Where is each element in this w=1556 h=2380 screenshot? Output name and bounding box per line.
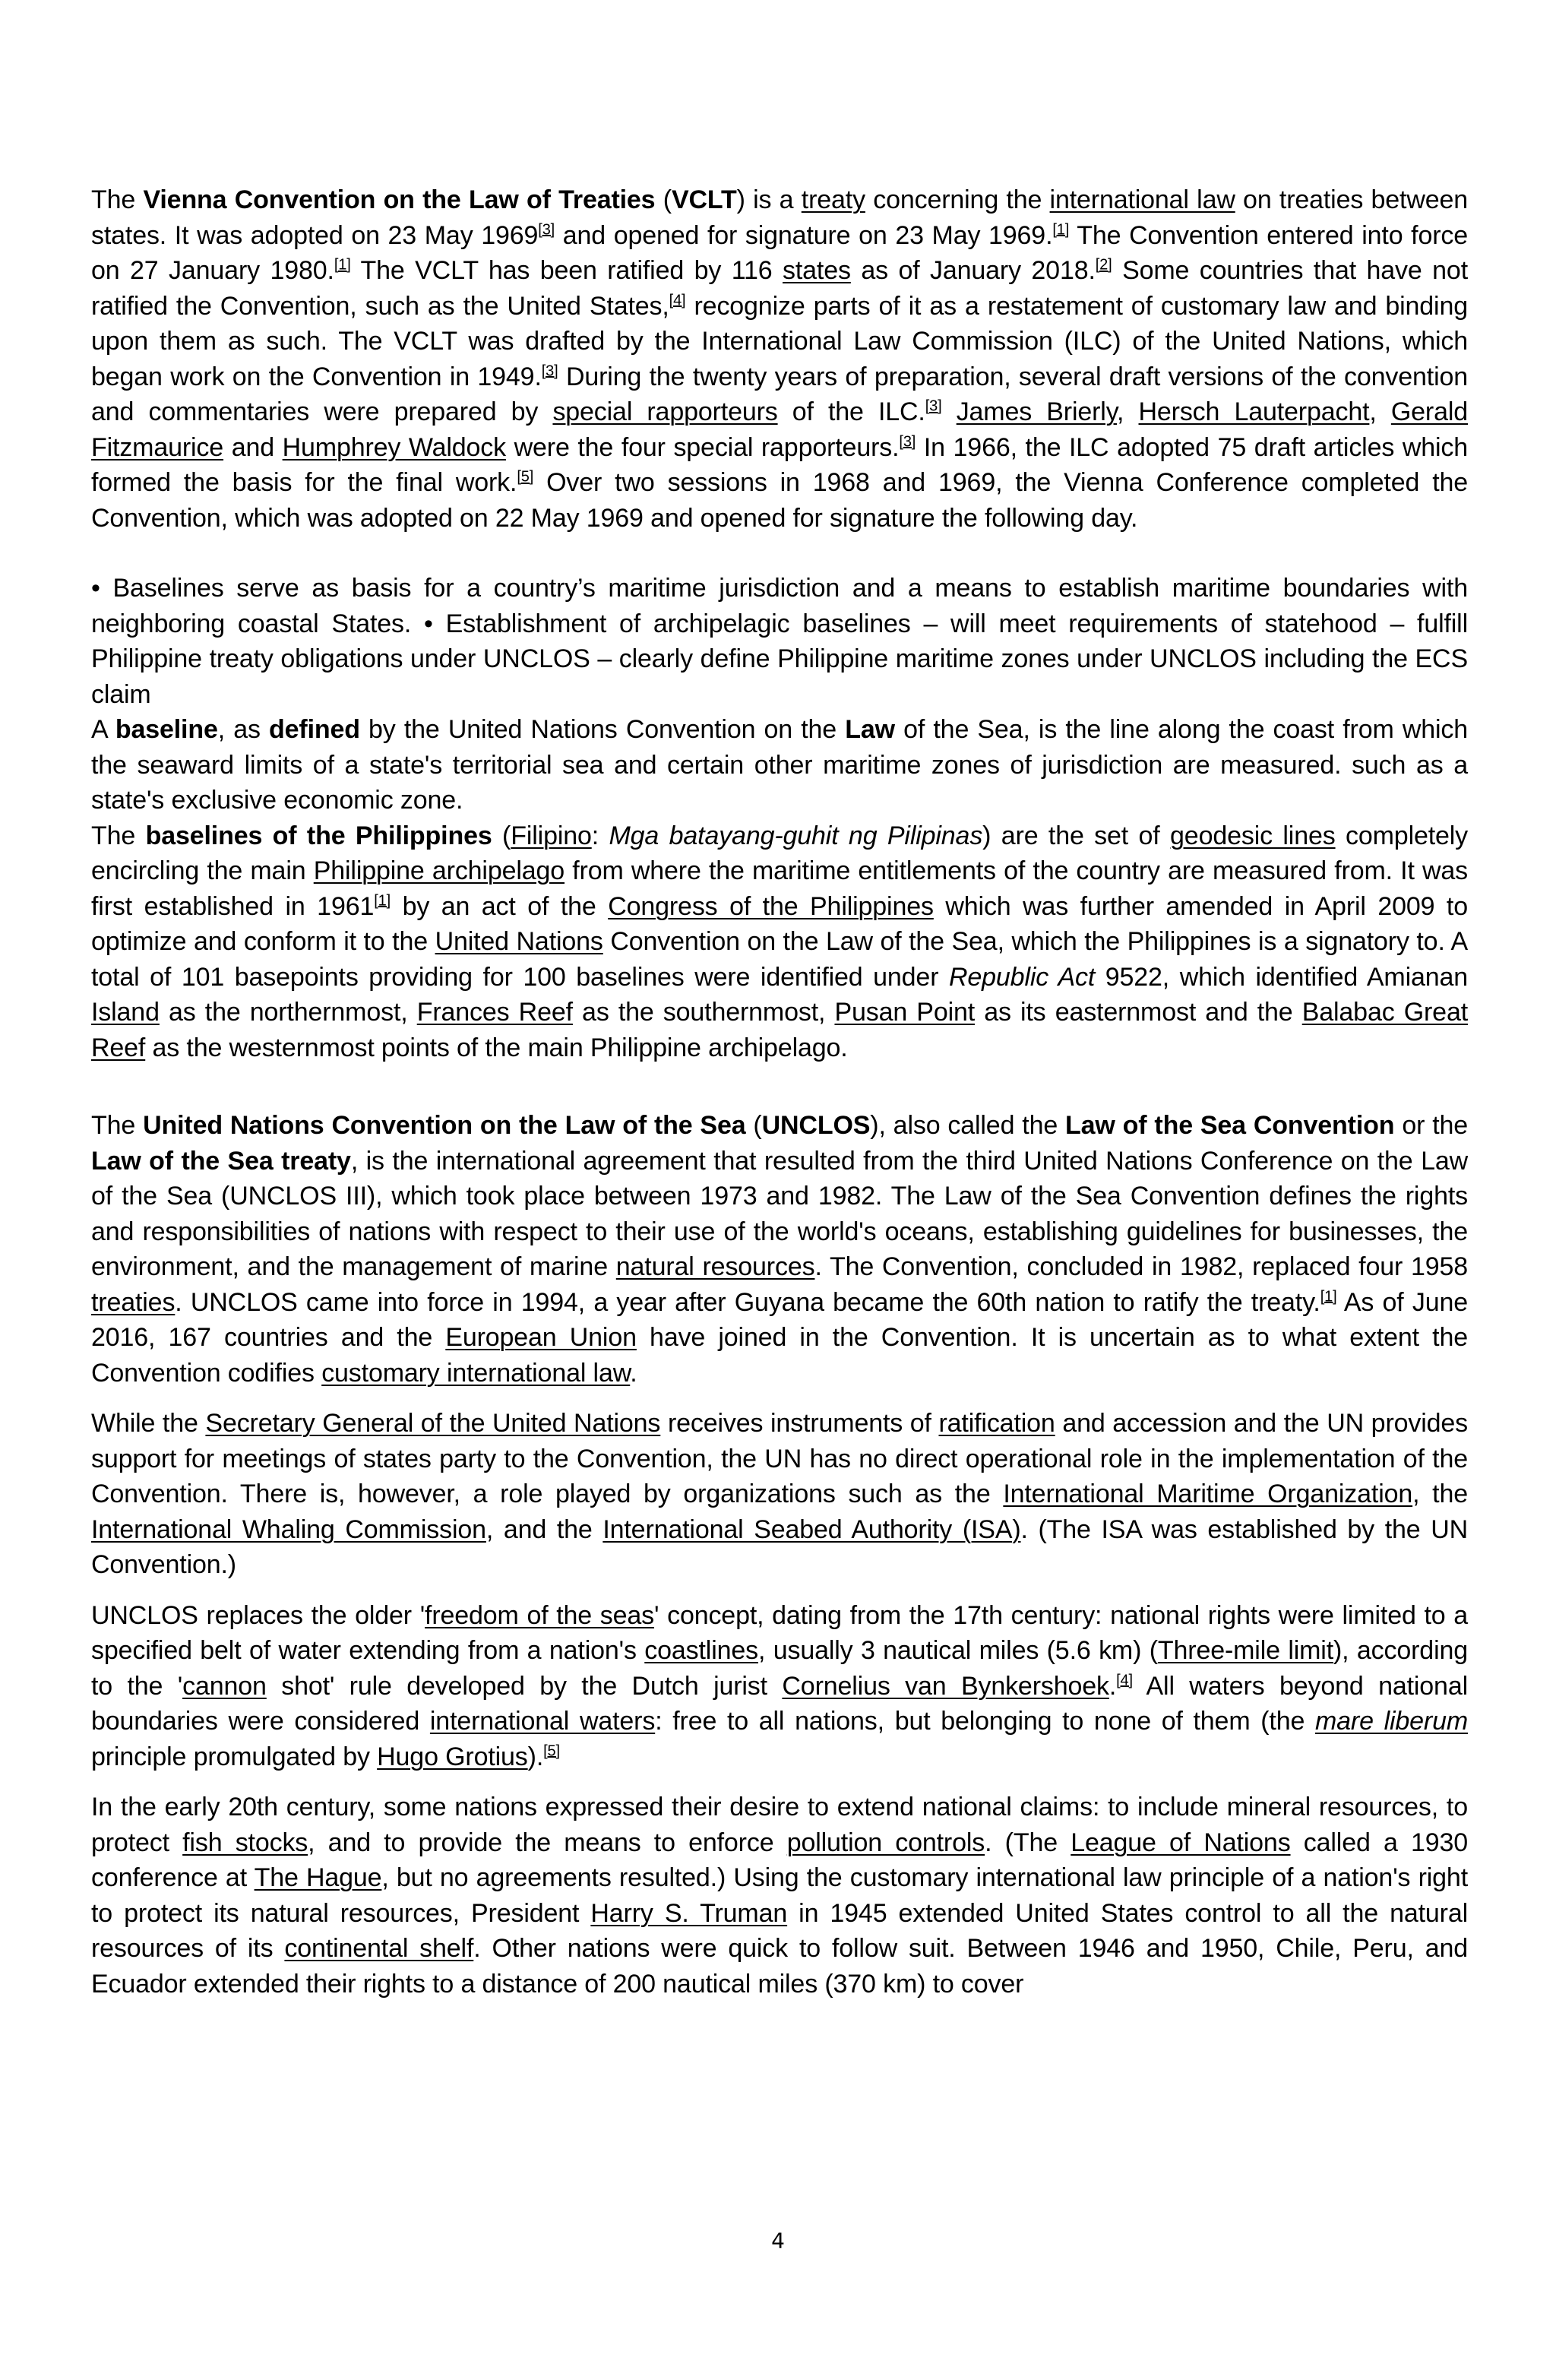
text-run: As of June 2016, 167 countries and the [91,1287,1468,1352]
text-run: All waters beyond national boundaries were considered [91,1671,1468,1736]
link-james-brierly[interactable]: James Brierly [956,397,1118,426]
bold-term: Vienna Convention on the Law of Treaties [143,185,656,214]
text-run: ) are the set of [982,821,1171,850]
link-freedom-of-the-seas[interactable]: freedom of the seas [425,1600,655,1630]
link-states[interactable]: states [783,256,851,285]
text-run: ), according to the ' [91,1636,1468,1701]
bold-term: baselines of the Philippines [145,821,492,850]
text-run: The [91,1111,144,1140]
citation-link[interactable]: [1] [334,256,351,274]
text-run: by an act of the [391,891,609,921]
text-run: , usually 3 nautical miles (5.6 km) ( [757,1636,1158,1665]
text-run: . (The ISA was established by the UN Convention.) [91,1514,1469,1579]
text-run: . Other nations were quick to follow suit. Between 1946 and 1950, Chile, Peru, and Ecuador extended their rights to a distance of 200 nautical miles (370 km) to cover [91,1934,1468,1999]
text-run: , but no agreements resulted.) Using the customary international law principle of a nation's right to protect its natural resources, President [91,1863,1468,1928]
spacer [91,1065,1468,1108]
citation-link[interactable]: [2] [1095,256,1112,274]
bold-term: VCLT [671,185,737,214]
link-customary-international-law[interactable]: customary international law [321,1358,631,1388]
text-run: . (The [985,1828,1071,1857]
spacer [91,1391,1468,1406]
text-run: The [91,821,146,850]
text-run: The VCLT has been ratified by 116 [350,256,783,285]
text-run: UNCLOS replaces the older ' [91,1600,425,1630]
link-hugo-grotius[interactable]: Hugo Grotius [377,1742,528,1771]
link-three-mile-limit[interactable]: Three-mile limit [1157,1636,1333,1665]
text-run: as the southernmost, [572,998,835,1027]
spacer [91,1583,1468,1598]
text-run: The Convention entered into force on 27 January 1980. [91,220,1468,285]
text-run: The [91,185,144,214]
text-run: Some countries that have not ratified the Convention, such as the United States, [91,256,1468,321]
paragraph-baseline-definition [91,712,1468,818]
text-run: , the [1412,1480,1468,1508]
citation-link[interactable]: [4] [669,292,686,309]
text-run: have joined in the Convention. It is uncertain as to what extent the Convention codifies [91,1323,1468,1388]
text-run: or the [1394,1111,1469,1140]
text-run: ). [527,1742,544,1771]
page-number: 4 [771,2228,785,2253]
text-run: of the ILC. [777,397,925,426]
text-run [942,397,957,426]
paragraph-early-20th-century [91,1790,1468,2002]
link-international-waters[interactable]: international waters [429,1707,656,1736]
link-pollution-controls[interactable]: pollution controls [786,1828,985,1857]
text-run: ( [655,185,672,214]
link-coastlines[interactable]: coastlines [644,1636,758,1665]
link-united-nations[interactable]: United Nations [435,927,603,956]
link-treaties[interactable]: treaties [91,1287,176,1317]
citation-link[interactable]: [3] [925,397,942,415]
text-run: . UNCLOS came into force in 1994, a year after Guyana became the 60th nation to ratify the treaty. [175,1287,1320,1317]
citation-link[interactable]: [1] [374,892,391,910]
link-international-seabed-authority[interactable]: International Seabed Authority (ISA) [602,1514,1021,1544]
link-congress-of-the-philippines[interactable]: Congress of the Philippines [608,891,934,921]
text-run: Convention on the Law of the Sea, which the Philippines is a signatory to. A total of 101 basepoints providing for 100 baselines were identified under [91,927,1468,992]
text-run: receives instruments of [660,1409,939,1438]
link-continental-shelf[interactable]: continental shelf [284,1934,474,1963]
paragraph-vclt [91,182,1468,536]
text-run: . [1108,1671,1117,1701]
text-run: ( [745,1111,762,1140]
link-international-whaling-commission[interactable]: International Whaling Commission [91,1514,486,1544]
italic-term: Republic Act [949,962,1096,992]
spacer [91,536,1468,571]
link-mare-liberum[interactable]: mare liberum [1314,1707,1469,1736]
link-special-rapporteurs[interactable]: special rapporteurs [552,397,778,426]
text-run: completely encircling the main [91,821,1469,885]
text-run: , is the international agreement that resulted from the third United Nations Conference on the Law of the Sea (UNCLOS III), which took place between 1973 and 1982. The Law of the Sea Convention defines the rights and responsibilities of nations with respect to their use of the world's oceans, establishing guidelines for businesses, the environment, and the management of marine [91,1146,1469,1281]
text-run: ) is a [736,185,802,214]
text-run: In the early 20th century, some nations expressed their desire to extend national claims: to include mineral resources, to protect [91,1793,1468,1857]
citation-link[interactable]: [1] [1052,221,1070,239]
citation-link[interactable]: [3] [538,221,555,239]
text-run: ( [492,821,511,850]
text-run: A [91,715,115,744]
text-run: shot' rule developed by the Dutch jurist [266,1671,783,1701]
citation-link[interactable]: [5] [543,1742,560,1760]
citation-link[interactable]: [5] [517,468,534,486]
text-run: of the Sea, is the line along the coast from which the seaward limits of a state's territorial sea and certain other maritime zones of jurisdiction are measured. such as a state's exclusive economic zone. [91,715,1469,815]
link-cannon[interactable]: cannon [182,1671,267,1701]
text-run: In 1966, the ILC adopted 75 draft articles which formed the basis for the final work. [91,432,1468,497]
text-run: as its easternmost and the [975,998,1302,1027]
link-filipino[interactable]: Filipino [511,821,592,850]
link-cornelius-van-bynkershoek[interactable]: Cornelius van Bynkershoek [782,1671,1109,1701]
bold-term: Law of the Sea treaty [91,1146,351,1176]
link-ratification[interactable]: ratification [938,1409,1055,1438]
text-run: on treaties between states. It was adopted on 23 May 1969 [91,185,1469,250]
citation-link[interactable]: [4] [1116,1672,1133,1689]
text-run: . The Convention, concluded in 1982, replaced four 1958 [814,1252,1469,1281]
text-run: recognize parts of it as a restatement of customary law and binding upon them as such. The VCLT was drafted by the International Law Commission (ILC) of the United Nations, which began work on the Convention in 1949. [91,291,1468,391]
text-run: as the westernmost points of the main Philippine archipelago. [145,1033,848,1062]
paragraph-freedom-of-seas [91,1598,1468,1775]
link-island[interactable]: Island [91,998,160,1027]
link-gerald-fitzmaurice[interactable]: Gerald Fitzmaurice [91,397,1469,462]
link-humphrey-waldock[interactable]: Humphrey Waldock [282,432,506,462]
text-run: : free to all nations, but belonging to none of them (the [655,1707,1315,1736]
paragraph-unclos [91,1108,1468,1391]
citation-link[interactable]: [1] [1320,1288,1337,1306]
text-run: were the four special rapporteurs. [505,432,900,462]
link-fish-stocks[interactable]: fish stocks [182,1828,308,1857]
text-run: Over two sessions in 1968 and 1969, the Vienna Conference completed the Convention, which was adopted on 22 May 1969 and opened for signature the following day. [91,468,1469,533]
text-run: ), also called the [870,1111,1066,1140]
link-balabac-great-reef[interactable]: Balabac Great Reef [91,998,1469,1062]
link-the-hague[interactable]: The Hague [254,1863,382,1892]
citation-link[interactable]: [3] [899,433,916,451]
text-run: and opened for signature on 23 May 1969. [555,220,1053,250]
spacer [91,1774,1468,1790]
link-frances-reef[interactable]: Frances Reef [416,998,573,1027]
paragraph-un-role [91,1406,1468,1583]
text-run: concerning the [865,185,1050,214]
text-run: . [630,1358,637,1388]
text-run: and accession and the UN provides support for meetings of states party to the Convention, the UN has no direct operational role in the implementation of the Convention. There is, however, a role played by organizations such as the [91,1409,1468,1508]
link-hersch-lauterpacht[interactable]: Hersch Lauterpacht [1138,397,1370,426]
link-european-union[interactable]: European Union [445,1323,637,1352]
bold-term: defined [269,715,360,744]
text-run: , [1117,397,1139,426]
bold-term: UNCLOS [761,1111,871,1140]
link-natural-resources[interactable]: natural resources [615,1252,815,1281]
document-page [91,182,1468,2002]
text-run: as of January 2018. [850,256,1096,285]
bold-term: baseline [115,715,218,744]
text-run: During the twenty years of preparation, several draft versions of the convention and commentaries were prepared by [91,362,1468,426]
text-run: : [591,821,609,850]
bold-term: United Nations Convention on the Law of the Sea [143,1111,746,1140]
text-run: and [223,432,283,462]
link-secretary-general[interactable]: Secretary General of the United Nations [205,1409,661,1438]
text-run: While the [91,1409,206,1438]
text-run: in 1945 extended United States control to all the natural resources of its [91,1898,1468,1963]
text-run: from where the maritime entitlements of the country are measured from. It was first established in 1961 [91,856,1468,921]
text-run: which was further amended in April 2009 to optimize and conform it to the [91,891,1468,956]
text-run: 9522, which identified Amianan [1095,962,1469,992]
text-run: , [1369,397,1391,426]
link-international-maritime-organization[interactable]: International Maritime Organization [1003,1480,1413,1508]
text-run: as the northernmost, [159,998,417,1027]
text-run: ' concept, dating from the 17th century: national rights were limited to a specified belt of water extending from a nation's [91,1600,1468,1665]
italic-term: Mga batayang-guhit ng Pilipinas [609,821,983,850]
text-run: , as [217,715,270,744]
text-run: principle promulgated by [91,1742,378,1771]
link-league-of-nations[interactable]: League of Nations [1071,1828,1291,1857]
text-run: , and to provide the means to enforce [308,1828,787,1857]
link-harry-s-truman[interactable]: Harry S. Truman [590,1898,788,1928]
bold-term: Law of the Sea Convention [1065,1111,1395,1140]
text-run: by the United Nations Convention on the [359,715,846,744]
link-geodesic-lines[interactable]: geodesic lines [1170,821,1336,850]
bold-term: Law [845,715,895,744]
link-international-law[interactable]: international law [1049,185,1235,214]
link-pusan-point[interactable]: Pusan Point [834,998,976,1027]
paragraph-baselines-bullets: • Baselines serve as basis for a country’s maritime jurisdiction and a means to establish maritime boundaries with neighboring coastal States. • Establishment of archipelagic baselines – will meet requirements of statehood – fulfill Philippine treaty obligations under UNCLOS – clearly define Philippine maritime zones under UNCLOS including the ECS claim [91,574,1468,709]
link-treaty[interactable]: treaty [801,185,865,214]
text-run: called a 1930 conference at [91,1828,1469,1892]
link-philippine-archipelago[interactable]: Philippine archipelago [313,856,565,885]
citation-link[interactable]: [3] [541,362,558,380]
text-run: , and the [485,1514,603,1544]
paragraph-philippine-baselines [91,818,1468,1066]
